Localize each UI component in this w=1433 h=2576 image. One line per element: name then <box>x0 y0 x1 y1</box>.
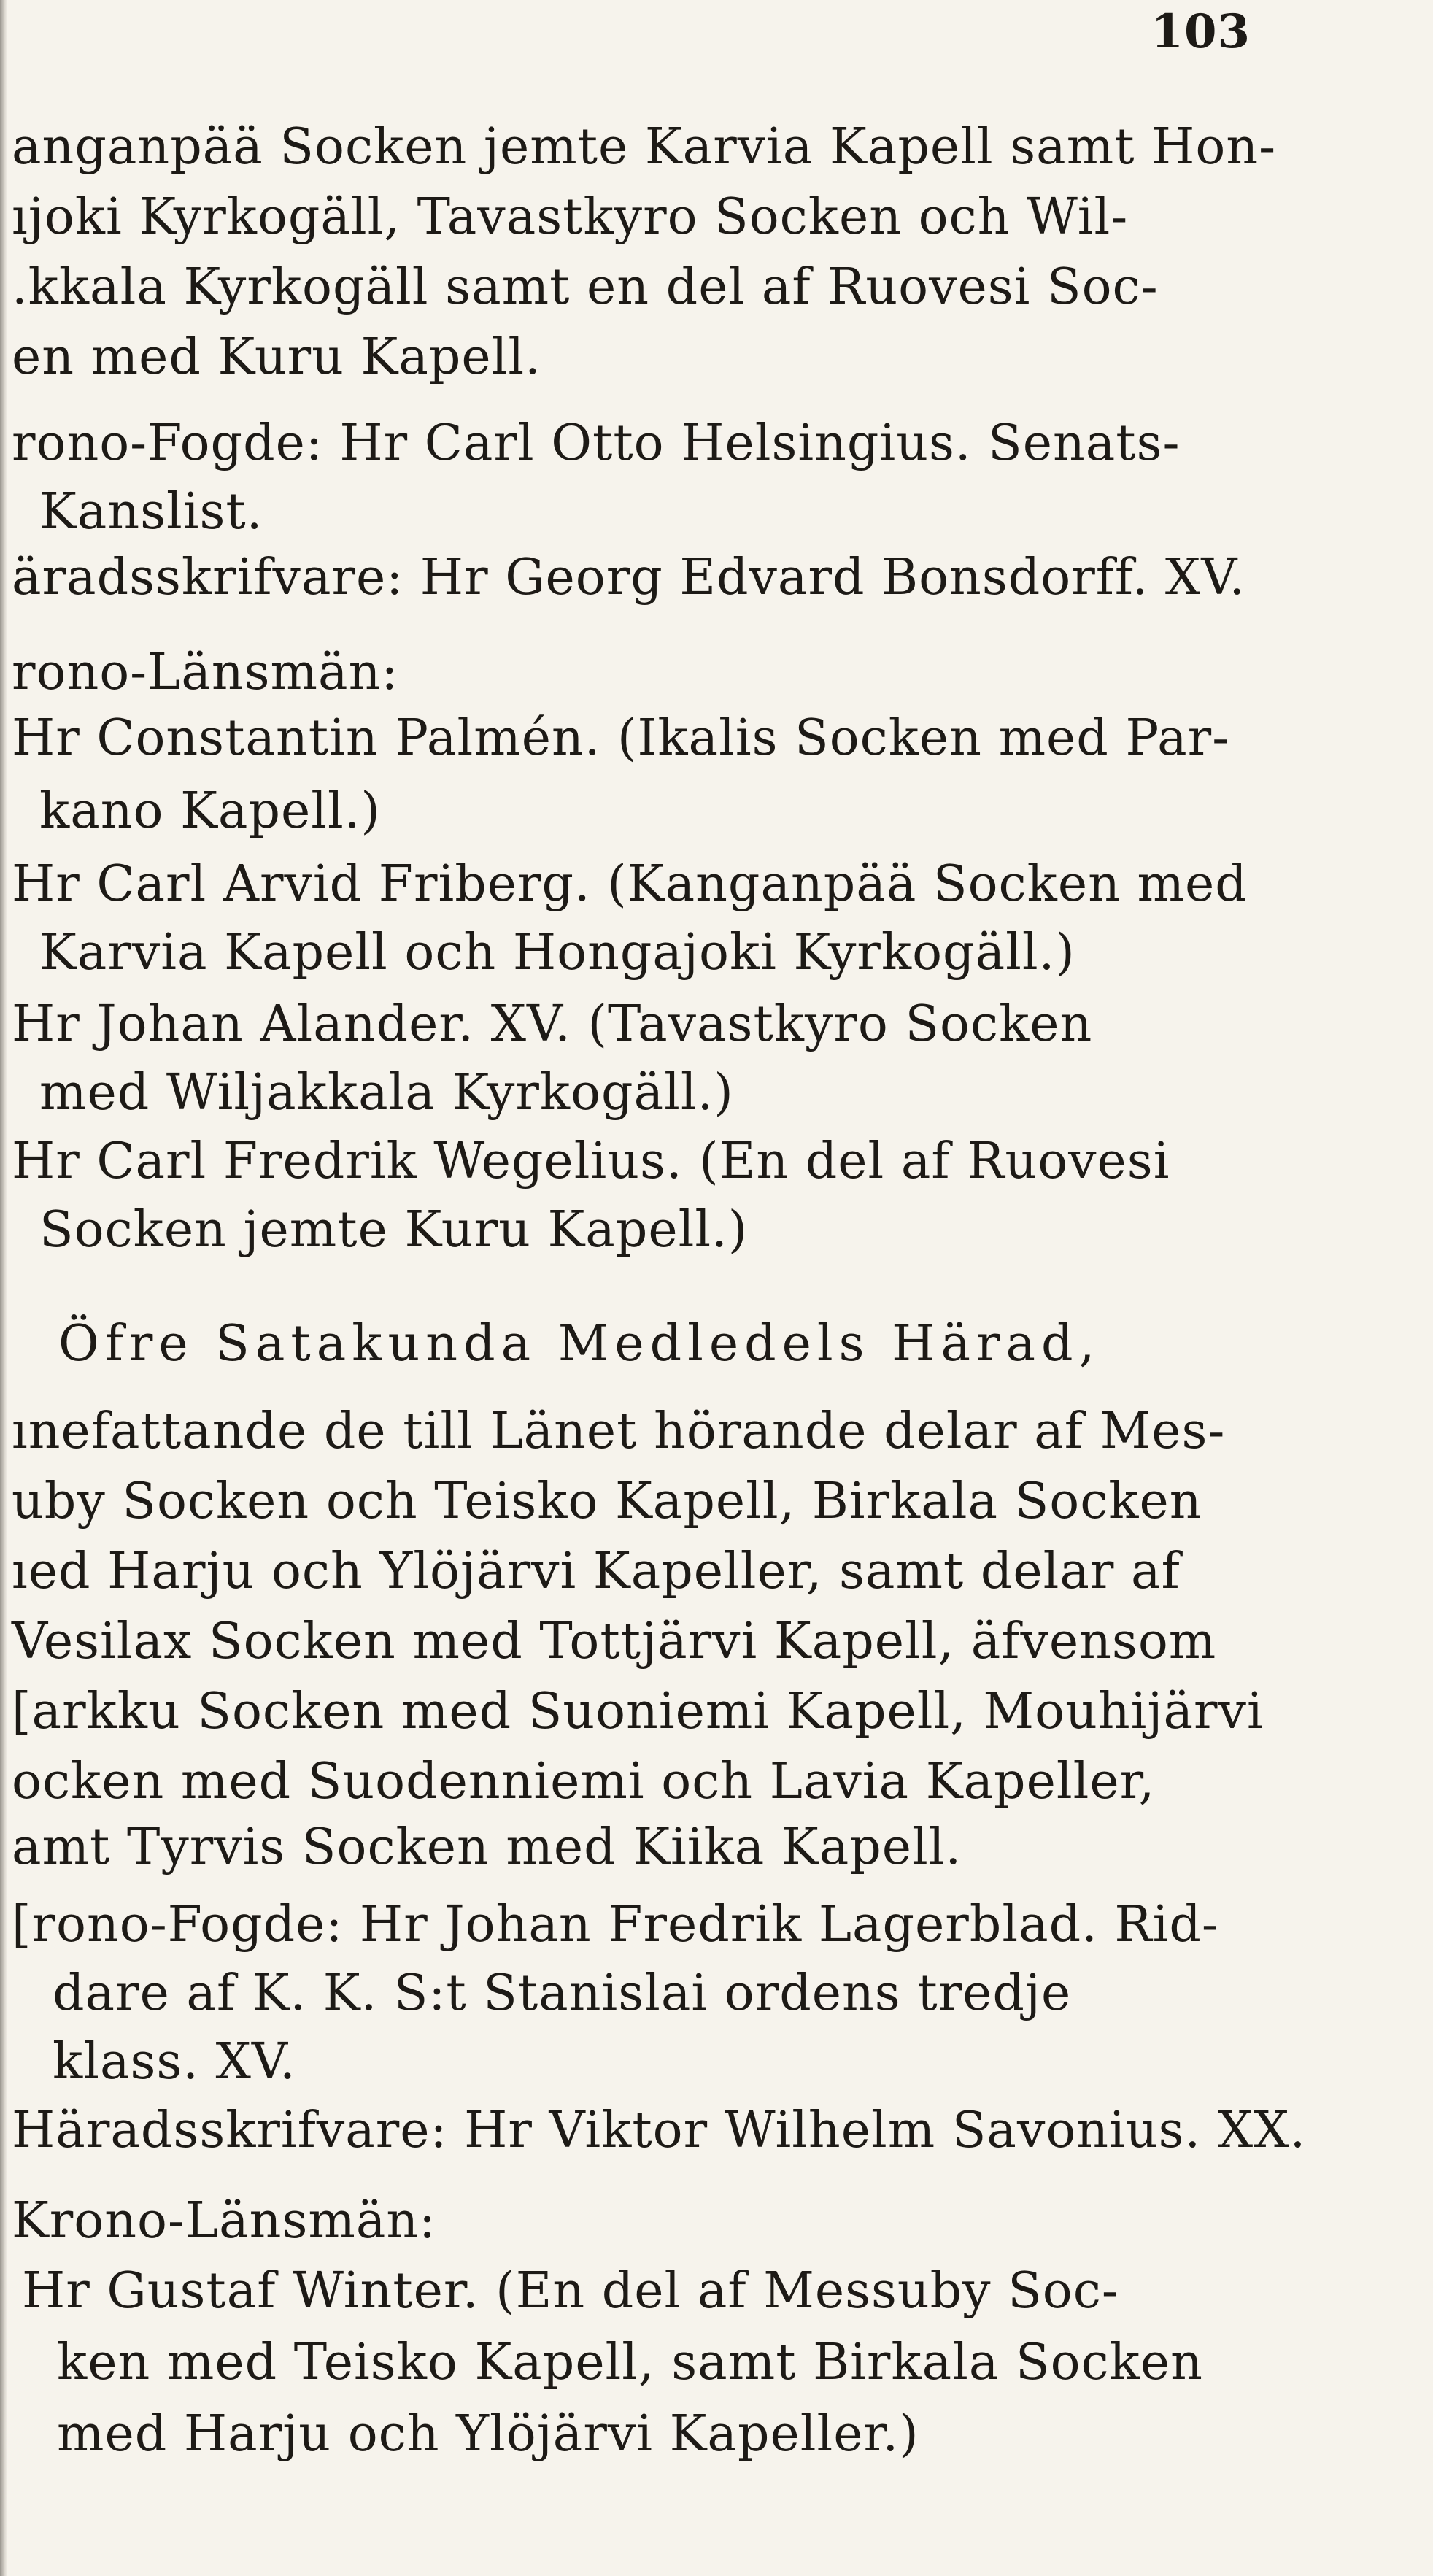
text-line: .kkala Kyrkogäll samt en del af Ruovesi Soc- <box>12 258 1159 316</box>
text-line: [rono-Fogde: Hr Johan Fredrik Lagerblad. Rid- <box>12 1896 1219 1954</box>
text-line: Hr Johan Alander. XV. (Tavastkyro Socken <box>12 995 1093 1053</box>
text-line: äradsskrifvare: Hr Georg Edvard Bonsdorff. XV. <box>12 549 1246 606</box>
text-line: ocken med Suodenniemi och Lavia Kapeller, <box>12 1753 1156 1810</box>
text-line: rono-Fogde: Hr Carl Otto Helsingius. Senats- <box>12 414 1181 472</box>
district-heading: Öfre Satakunda Medledels Härad, <box>58 1315 1101 1373</box>
text-line: klass. XV. <box>53 2033 296 2091</box>
page-edge <box>0 0 7 2576</box>
section-heading: rono-Länsmän: <box>12 644 399 701</box>
text-line: ken med Teisko Kapell, samt Birkala Socken <box>57 2334 1203 2391</box>
text-line: uby Socken och Teisko Kapell, Birkala Socken <box>12 1473 1202 1530</box>
text-line: Socken jemte Kuru Kapell.) <box>39 1201 749 1259</box>
text-line: anganpää Socken jemte Karvia Kapell samt Hon- <box>12 118 1277 176</box>
text-line: Hr Gustaf Winter. (En del af Messuby Soc- <box>22 2262 1119 2320</box>
text-line: dare af K. K. S:t Stanislai ordens tredje <box>53 1964 1072 2022</box>
page-number: 103 <box>1151 4 1251 59</box>
text-line: ıed Harju och Ylöjärvi Kapeller, samt delar af <box>12 1543 1181 1600</box>
text-line: ıjoki Kyrkogäll, Tavastkyro Socken och Wil- <box>12 188 1129 246</box>
text-line: Hr Carl Arvid Friberg. (Kanganpää Socken med <box>12 855 1248 913</box>
text-line: med Harju och Ylöjärvi Kapeller.) <box>57 2405 919 2463</box>
text-line: [arkku Socken med Suoniemi Kapell, Mouhijärvi <box>12 1683 1264 1740</box>
text-line: Kanslist. <box>39 483 263 541</box>
text-line: Hr Carl Fredrik Wegelius. (En del af Ruovesi <box>12 1133 1170 1190</box>
text-line: amt Tyrvis Socken med Kiika Kapell. <box>12 1819 962 1876</box>
text-line: med Wiljakkala Kyrkogäll.) <box>39 1064 734 1122</box>
text-line: ınefattande de till Länet hörande delar af Mes- <box>12 1403 1226 1460</box>
text-line: Hr Constantin Palmén. (Ikalis Socken med Par- <box>12 709 1230 767</box>
section-heading: Krono-Länsmän: <box>12 2192 437 2250</box>
text-line: Karvia Kapell och Hongajoki Kyrkogäll.) <box>39 924 1075 982</box>
text-line: kano Kapell.) <box>39 782 381 840</box>
text-line: en med Kuru Kapell. <box>12 328 541 386</box>
text-line: Vesilax Socken med Tottjärvi Kapell, äfvensom <box>12 1613 1217 1670</box>
text-line: Häradsskrifvare: Hr Viktor Wilhelm Savonius. XX. <box>12 2102 1307 2159</box>
